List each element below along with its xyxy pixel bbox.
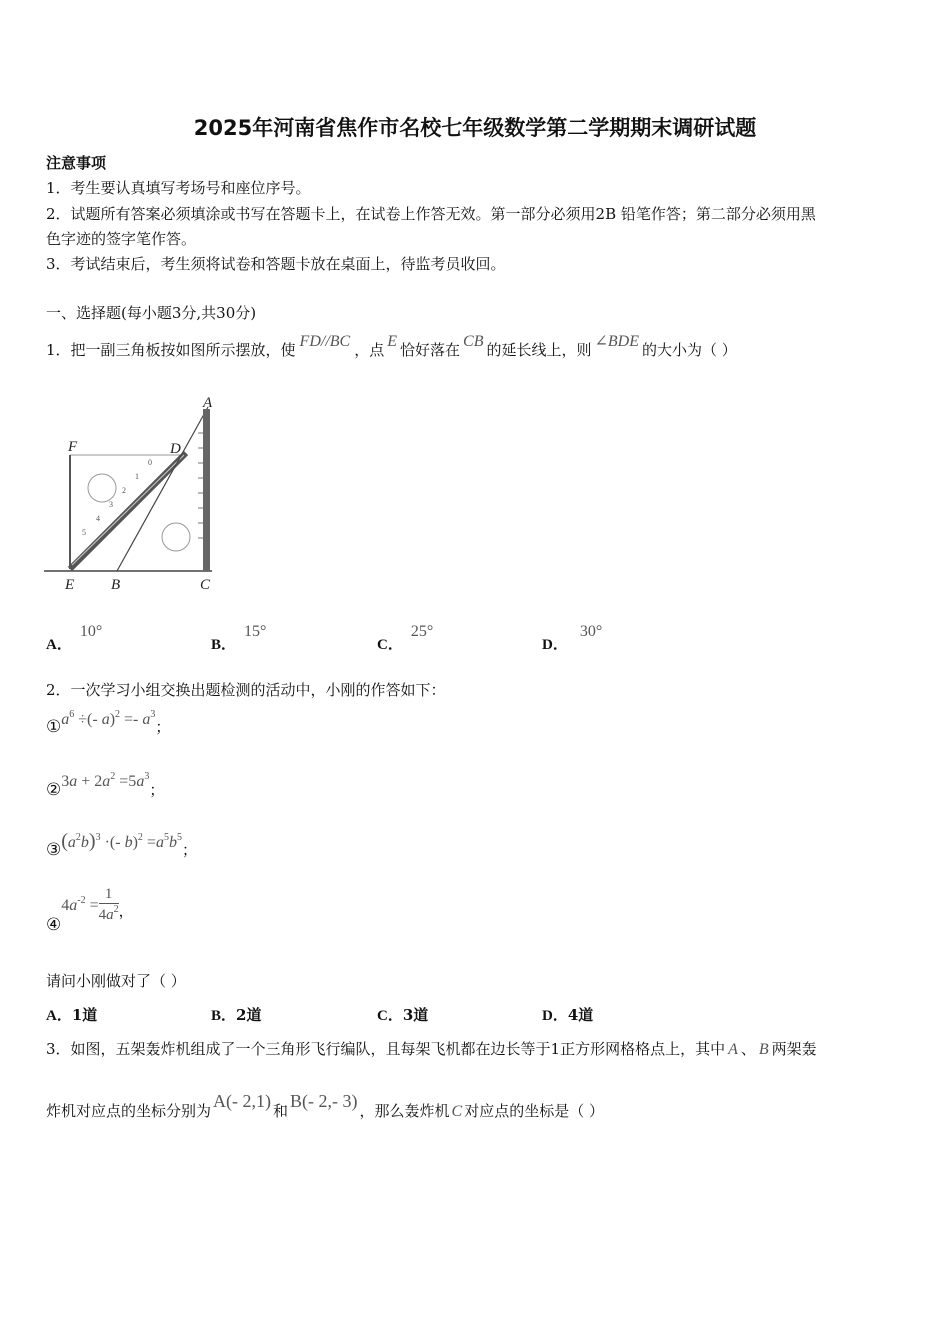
q1-option-c[interactable] [377, 620, 434, 653]
item-mark: ③ [46, 840, 62, 860]
item-punct: ， [118, 901, 134, 920]
question-1-stem [46, 333, 737, 360]
option-value: 30° [579, 623, 603, 640]
notice-item: 2．试题所有答案必须填涂或书写在答题卡上，在试卷上作答无效。第一部分必须用2B 铅笔作答；第二部分必须用黑 [46, 205, 816, 223]
notice-item: 1．考生要认真填写考场号和座位序号。 [46, 179, 311, 197]
q3-text: ，那么轰炸机 [359, 1102, 450, 1120]
notice-item: 3．考试结束后，考生须将试卷和答题卡放在桌面上，待监考员收回。 [46, 255, 506, 273]
q3-text: 和 [273, 1102, 289, 1120]
option-key: D． [542, 1008, 568, 1024]
q1-text: 的延长线上，则 [486, 341, 592, 359]
set-square-hole [88, 474, 116, 502]
item-mark: ② [46, 780, 62, 800]
q1-math: FD//BC [299, 333, 351, 350]
option-value: 15° [244, 623, 267, 640]
label-B: B [111, 577, 121, 593]
item-punct: ； [149, 781, 165, 799]
label-D: D [170, 441, 181, 457]
q1-math: ∠BDE [594, 333, 640, 350]
item-punct: ； [181, 841, 197, 859]
page-title: 2025年河南省焦作市名校七年级数学第二学期期末调研试题 [193, 116, 757, 140]
q3-text: 3．如图，五架轰炸机组成了一个三角形飞行编队，且每架飞机都在边长等于1正方形网格格点上，其中 [46, 1040, 726, 1058]
set-square-hole [162, 523, 190, 551]
edge-BA [117, 407, 208, 571]
ruler-number: 0 [148, 458, 152, 467]
option-value: 3道 [402, 1006, 429, 1024]
q3-math: B [758, 1041, 769, 1058]
option-key: C． [377, 1008, 403, 1024]
ruler-number: 4 [96, 514, 100, 523]
ruler-number: 1 [135, 472, 139, 481]
q3-math: C [451, 1103, 463, 1120]
q3-coordinate-a: A(- 2,1) [213, 1091, 271, 1111]
q3-text: 对应点的坐标是（ ） [464, 1102, 604, 1120]
q2-ask: 请问小刚做对了（ ） [46, 972, 186, 990]
option-value: 25° [410, 623, 434, 640]
q2-option-d[interactable] [542, 1004, 593, 1025]
q3-coordinate-b: B(- 2,- 3) [290, 1091, 358, 1111]
label-F: F [68, 439, 78, 455]
q2-option-a[interactable] [46, 1004, 97, 1025]
label-C: C [200, 577, 211, 593]
q2-option-b[interactable] [211, 1004, 261, 1025]
q3-text: 炸机对应点的坐标分别为 [46, 1102, 212, 1120]
notice-heading: 注意事项 [46, 154, 107, 172]
item-mark: ④ [46, 914, 62, 935]
ruler-AC [203, 409, 210, 571]
option-value: 1道 [71, 1006, 98, 1024]
ruler-number: 2 [122, 486, 126, 495]
q1-text: 恰好落在 [400, 341, 461, 359]
option-key: C． [377, 637, 403, 653]
q2-option-c[interactable] [377, 1004, 428, 1025]
option-key: D． [542, 637, 568, 653]
question-3-line-2 [46, 1091, 604, 1121]
question-2-stem: 2．一次学习小组交换出题检测的活动中，小刚的作答如下： [46, 681, 446, 699]
q2-item-2: ②3a + $2a^2 =5a^3$； [46, 771, 165, 800]
option-value: 2道 [236, 1006, 262, 1024]
q1-option-d[interactable] [542, 620, 603, 653]
option-key: B． [211, 1008, 237, 1024]
item-punct: ； [155, 718, 171, 736]
q1-option-b[interactable] [211, 620, 267, 653]
label-A: A [203, 395, 213, 411]
q3-math: A [728, 1041, 738, 1058]
q1-text: ，点 [354, 341, 385, 359]
q1-text: 1．把一副三角板按如图所示摆放，使 [46, 341, 296, 359]
q3-text: 两架轰 [771, 1040, 817, 1058]
option-key: B． [211, 637, 237, 653]
option-value: 10° [79, 623, 103, 640]
q1-text: 的大小为（ ） [642, 341, 737, 359]
option-key: A． [46, 1008, 72, 1024]
ruler-number: 5 [82, 528, 86, 537]
option-value: 4道 [567, 1006, 594, 1024]
ruler-number: 3 [109, 500, 113, 509]
label-E: E [65, 577, 75, 593]
q2-item-1: $①a^6$ ÷(- $a)^2 =- a^3$； [46, 709, 171, 737]
q1-math: CB [463, 333, 484, 350]
q3-text: 、 [740, 1040, 756, 1058]
q2-item-4: $④4a^{-2}$ = $\frac{1}{4a^2}$ ， [46, 886, 134, 935]
question-3-line-1 [46, 1038, 817, 1059]
option-key: A． [46, 637, 72, 653]
notice-item: 色字迹的签字笔作答。 [46, 230, 197, 248]
q1-math: E [387, 333, 398, 350]
q1-option-a[interactable] [46, 620, 103, 653]
q2-item-3: $③(a^2b)^3$ ·(- $b)^2 =a^5b^5$； [46, 830, 197, 860]
section-heading: 一、选择题(每小题3分,共30分) [46, 304, 257, 322]
item-mark: ① [46, 717, 62, 737]
q1-figure [40, 393, 230, 593]
